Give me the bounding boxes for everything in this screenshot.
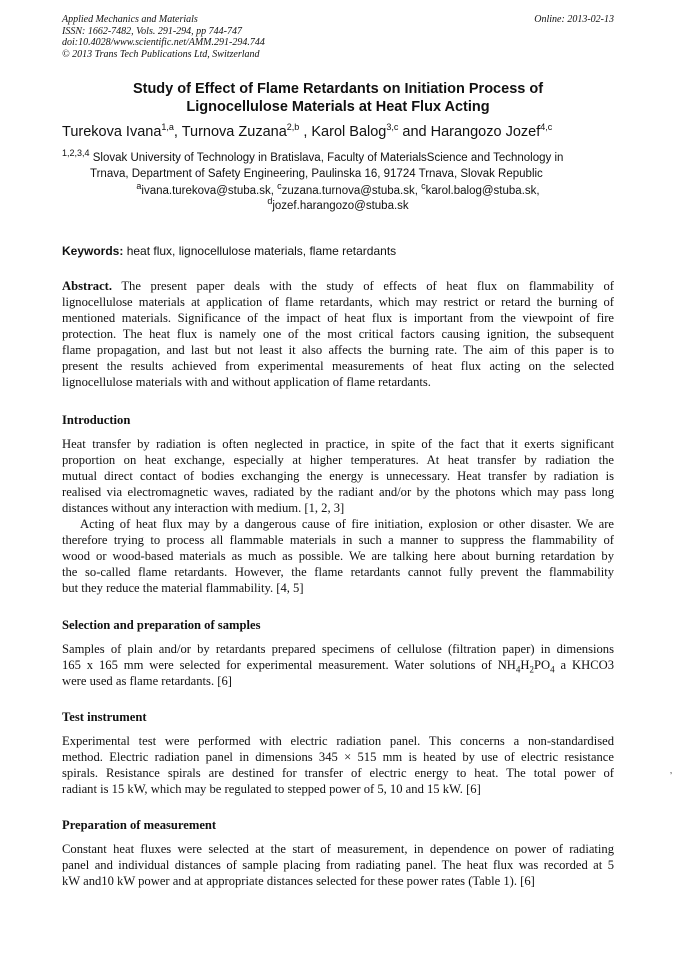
- subscript: 4: [515, 664, 521, 675]
- title-line-1: Study of Effect of Flame Retardants on Initiation Process of: [132, 81, 544, 97]
- abstract-label: Abstract.: [62, 279, 113, 293]
- keywords-label: Keywords:: [62, 244, 124, 258]
- instrument-body: [62, 733, 614, 797]
- keywords-text: heat flux, lignocellulose materials, flame retardants: [123, 244, 397, 258]
- paragraph-line: were used as flame retardants. [6]: [62, 674, 232, 688]
- paragraph-line: therefore trying to process all flammable materials in such a manner to suppress the flammability of: [62, 533, 614, 547]
- author-name: Karol Balog: [311, 124, 387, 140]
- journal-header: [62, 14, 614, 60]
- paragraph-line: Acting of heat flux may by a dangerous cause of fire initiation, explosion or other disaster. We are: [80, 517, 614, 531]
- author-sep: ,: [173, 124, 182, 140]
- affiliation-line-2: Trnava, Department of Safety Engineering, Paulinska 16, 91724 Trnava, Slovak Republic: [90, 168, 543, 180]
- journal-name: Applied Mechanics and Materials: [62, 14, 198, 25]
- email-sup: d: [267, 196, 273, 207]
- author-emails: [62, 181, 614, 214]
- paragraph-line: panel and individual distances of sample placing from radiating panel. The heat flux was recorded at 5: [62, 858, 614, 872]
- subscript: 2: [529, 664, 535, 675]
- issn: ISSN: 1662-7482, Vols. 291-294, pp 744-747: [62, 25, 242, 37]
- abstract: [62, 278, 614, 390]
- selection-body: [62, 641, 614, 689]
- margin-mark: ‚: [670, 765, 672, 775]
- author-sup: 2,b: [286, 122, 300, 133]
- introduction-body: [62, 436, 614, 596]
- affiliation-line-1: [62, 150, 618, 166]
- paragraph-line: method. Electric radiation panel in dimensions 345 × 515 mm is heated by use of electric resistance: [62, 750, 614, 764]
- section-heading-introduction: Introduction: [62, 413, 131, 427]
- title-line-2: Lignocellulose Materials at Heat Flux Acting: [186, 99, 490, 115]
- author-sup: 4,c: [540, 122, 553, 133]
- abstract-line: mentioned materials. Significance of the impact of heat flux is important from the viewpoint of fire: [62, 311, 614, 325]
- paper-title: [62, 80, 614, 116]
- paragraph-line: spirals. Resistance spirals are destined for transfer of electric energy to heat. The total power of: [62, 766, 614, 780]
- abstract-line: lignocellulose materials at application of flame retardants, which may restrict or retard the burning of: [62, 295, 614, 309]
- text-run: PO: [534, 658, 551, 672]
- author-list: [62, 123, 622, 141]
- author-sep: ,: [299, 124, 312, 140]
- email-row-2: [62, 196, 614, 214]
- abstract-line: lignocellulose materials with and without application of flame retardants.: [62, 375, 431, 389]
- email-link[interactable]: jozef.harangozo@stuba.sk: [272, 200, 409, 212]
- paragraph-line: radiant is 15 kW, which may be regulated to stepped power of 5, 10 and 15 kW. [6]: [62, 782, 481, 796]
- email-sup: c: [421, 181, 426, 192]
- paragraph-line: mutual direct contact of bodies exchanging the energy is unnecessary. Heat transfer by radiation is: [62, 469, 614, 483]
- email-sup: a: [136, 181, 142, 192]
- affiliation-text-1: Slovak University of Technology in Bratislava, Faculty of MaterialsScience and Technology in: [89, 152, 564, 164]
- copyright: © 2013 Trans Tech Publications Ltd, Switzerland: [62, 48, 260, 60]
- abstract-line: present the results achieved from experimental measurements of heat flux acting on the selected: [62, 359, 614, 373]
- email-link[interactable]: ivana.turekova@stuba.sk,: [141, 185, 278, 197]
- paragraph-line: Constant heat fluxes were selected at the start of measurement, in dependence on power of radiating: [62, 842, 614, 856]
- text-run: a KHCO3: [554, 658, 614, 672]
- paragraph-line: Heat transfer by radiation is often neglected in practice, in spite of the fact that it exerts significant: [62, 437, 614, 451]
- paragraph-line: distances without any interaction with medium. [1, 2, 3]: [62, 501, 345, 515]
- subscript: 4: [550, 664, 555, 675]
- email-row-1: [62, 181, 614, 199]
- abstract-line: [62, 278, 614, 294]
- keywords: [62, 244, 614, 258]
- paragraph-line: the so-called flame retardants. However, the flame retardants cannot fully prevent the flammability: [62, 565, 614, 579]
- email-sup: c: [277, 181, 282, 192]
- section-heading-instrument: Test instrument: [62, 710, 147, 724]
- abstract-line: protection. The heat flux is namely one of the most critical factors causing ignition, the subsequent: [62, 327, 614, 341]
- paragraph-line: Samples of plain and/or by retardants prepared specimens of cellulose (filtration paper) in dimensions: [62, 642, 614, 656]
- section-heading-selection: Selection and preparation of samples: [62, 618, 261, 632]
- author-sep: and: [398, 124, 431, 140]
- email-link[interactable]: karol.balog@stuba.sk,: [425, 185, 540, 197]
- paragraph-line: realised via electromagnetic waves, radiated by the radiant and/or by the photons which may pass long: [62, 485, 614, 499]
- email-link[interactable]: zuzana.turnova@stuba.sk,: [281, 185, 422, 197]
- doi: doi:10.4028/www.scientific.net/AMM.291-294.744: [62, 37, 265, 48]
- paragraph-line: wood or wood-based materials as much as possible. We are talking here about burning retardation by: [62, 549, 614, 563]
- author-name: Turekova Ivana: [62, 124, 162, 140]
- text-run: H: [520, 658, 530, 672]
- author-name: Harangozo Jozef: [430, 124, 541, 140]
- abstract-line: flame propagation, and last but not least it also affects the burning rate. The aim of this paper is to: [62, 343, 614, 357]
- paragraph-line: but they reduce the material flammability. [4, 5]: [62, 581, 304, 595]
- paragraph-line: kW and10 kW power and at appropriate distances selected for these power rates (Table 1). [6]: [62, 874, 535, 888]
- author-sup: 3,c: [386, 122, 399, 133]
- author-sup: 1,a: [161, 122, 174, 133]
- affiliation-sup: 1,2,3,4: [62, 148, 90, 159]
- measurement-body: [62, 841, 614, 889]
- paragraph-line: Experimental test were performed with electric radiation panel. This concerns a non-standardised: [62, 734, 614, 748]
- affiliation: [62, 150, 618, 182]
- paragraph-line: [62, 657, 614, 673]
- text-run: 165 x 165 mm were selected for experimental measurement. Water solutions of NH: [62, 658, 516, 672]
- paragraph-line: proportion on heat exchange, especially at higher temperatures. At heat transfer by radiation the: [62, 453, 614, 467]
- online-date: Online: 2013-02-13: [534, 14, 614, 25]
- author-name: Turnova Zuzana: [181, 124, 287, 140]
- section-heading-measurement: Preparation of measurement: [62, 818, 217, 832]
- abstract-text: The present paper deals with the study of effects of heat flux on flammability of: [112, 279, 614, 293]
